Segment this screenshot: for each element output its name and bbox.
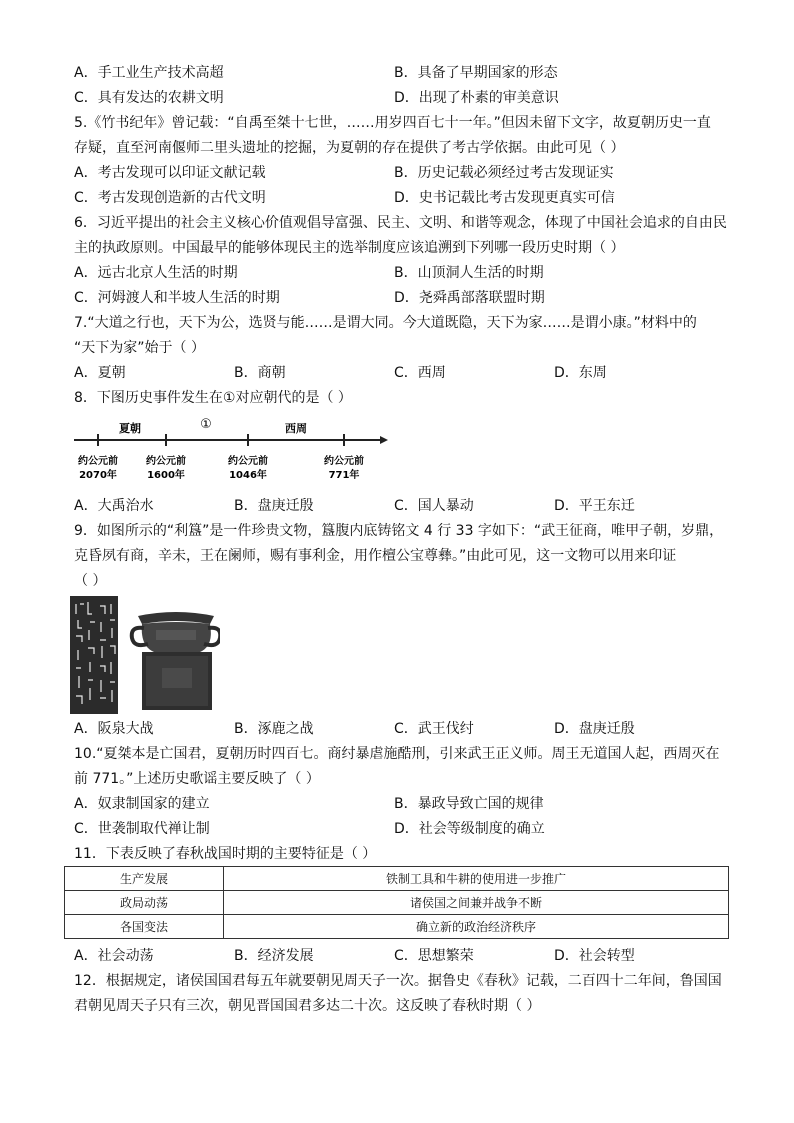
q9-option-a[interactable]: A．阪泉大战 — [74, 721, 154, 737]
timeline-date-3-prefix: 约公元前 — [228, 456, 268, 467]
q4-option-d[interactable]: D．出现了朴素的审美意识 — [394, 90, 559, 106]
table-row — [65, 891, 729, 915]
q5-option-d[interactable]: D．史书记载比考古发现更真实可信 — [394, 190, 615, 206]
q5-option-c[interactable]: C．考古发现创造新的古代文明 — [74, 190, 266, 206]
timeline-date-4-year: 771年 — [328, 470, 360, 481]
timeline-figure — [70, 412, 390, 486]
q12-stem-line1: 12．根据规定，诸侯国国君每五年就要朝见周天子一次。据鲁史《春秋》记载，二百四十二年间，鲁国国 — [74, 973, 722, 989]
q12-stem-line2: 君朝见周天子只有三次，朝见晋国国君多达二十次。这反映了春秋时期（ ） — [74, 998, 541, 1014]
q8-option-b[interactable]: B．盘庚迁殷 — [234, 498, 314, 514]
q10-option-c[interactable]: C．世袭制取代禅让制 — [74, 821, 210, 837]
table-row — [65, 915, 729, 939]
q7-option-b[interactable]: B．商朝 — [234, 365, 286, 381]
q9-stem-line2: 克昏夙有商，辛未，王在阑师，赐有事利金，用作檀公宝尊彝。”由此可见，这一文物可以用来印证 — [74, 548, 677, 564]
q10-stem-line1: 10.“夏桀本是亡国君，夏朝历时四百七。商纣暴虐施酷刑，引来武王正义师。周王无道国人起，西周灭在 — [74, 746, 720, 762]
q6-option-d[interactable]: D．尧舜禹部落联盟时期 — [394, 290, 545, 306]
timeline-label-xizhou: 西周 — [285, 422, 307, 435]
q5-option-b[interactable]: B．历史记载必须经过考古发现证实 — [394, 165, 614, 181]
q10-option-d[interactable]: D．社会等级制度的确立 — [394, 821, 545, 837]
q4-option-c[interactable]: C．具有发达的农耕文明 — [74, 90, 224, 106]
q9-option-d[interactable]: D．盘庚迁殷 — [554, 721, 635, 737]
q5-stem-line2: 存疑，直至河南偃师二里头遗址的挖掘，为夏朝的存在提供了考古学依据。由此可见（ ） — [74, 140, 625, 156]
table-cell-value: 诸侯国之间兼并战争不断 — [224, 891, 729, 915]
q8-option-c[interactable]: C．国人暴动 — [394, 498, 474, 514]
q11-stem: 11．下表反映了春秋战国时期的主要特征是（ ） — [74, 846, 377, 862]
timeline-date-1-year: 2070年 — [79, 470, 117, 481]
timeline-date-2-year: 1600年 — [147, 470, 185, 481]
q5-option-a[interactable]: A．考古发现可以印证文献记载 — [74, 165, 266, 181]
q10-option-a[interactable]: A．奴隶制国家的建立 — [74, 796, 210, 812]
q8-stem: 8．下图历史事件发生在①对应朝代的是（ ） — [74, 390, 352, 406]
table-cell-key: 政局动荡 — [65, 891, 224, 915]
q6-option-b[interactable]: B．山顶洞人生活的时期 — [394, 265, 544, 281]
table-cell-value: 确立新的政治经济秩序 — [224, 915, 729, 939]
q7-stem-line1: 7.“大道之行也，天下为公，选贤与能……是谓大同。今大道既隐，天下为家……是谓小康。”材料中的 — [74, 315, 697, 331]
q9-option-c[interactable]: C．武王伐纣 — [394, 721, 474, 737]
q4-option-a[interactable]: A．手工业生产技术高超 — [74, 65, 224, 81]
q6-stem-line1: 6．习近平提出的社会主义核心价值观倡导富强、民主、文明、和谐等观念，体现了中国社会追求的自由民 — [74, 215, 727, 231]
q10-option-b[interactable]: B．暴政导致亡国的规律 — [394, 796, 544, 812]
li-gui-artifact-image — [70, 596, 220, 714]
timeline-label-circle-1: ① — [200, 417, 212, 432]
q7-option-a[interactable]: A．夏朝 — [74, 365, 126, 381]
timeline-date-2-prefix: 约公元前 — [146, 456, 186, 467]
timeline-date-1-prefix: 约公元前 — [78, 456, 118, 467]
table-cell-value: 铁制工具和牛耕的使用进一步推广 — [224, 867, 729, 891]
q11-feature-table — [64, 866, 729, 939]
timeline-date-3-year: 1046年 — [229, 470, 267, 481]
table-row — [65, 867, 729, 891]
q11-option-d[interactable]: D．社会转型 — [554, 948, 635, 964]
q7-option-d[interactable]: D．东周 — [554, 365, 607, 381]
timeline-label-xia: 夏朝 — [119, 422, 141, 435]
q6-option-c[interactable]: C．河姆渡人和半坡人生活的时期 — [74, 290, 280, 306]
table-cell-key: 生产发展 — [65, 867, 224, 891]
q7-option-c[interactable]: C．西周 — [394, 365, 446, 381]
q11-option-a[interactable]: A．社会动荡 — [74, 948, 154, 964]
q7-stem-line2: “天下为家”始于（ ） — [74, 340, 205, 356]
timeline-date-4-prefix: 约公元前 — [324, 456, 364, 467]
q8-option-d[interactable]: D．平王东迁 — [554, 498, 635, 514]
q8-option-a[interactable]: A．大禹治水 — [74, 498, 154, 514]
q9-option-b[interactable]: B．涿鹿之战 — [234, 721, 314, 737]
q6-stem-line2: 主的执政原则。中国最早的能够体现民主的选举制度应该追溯到下列哪一段历史时期（ ） — [74, 240, 625, 256]
q6-option-a[interactable]: A．远古北京人生活的时期 — [74, 265, 238, 281]
bronze-gui-vessel — [132, 612, 220, 710]
q9-stem-line1: 9．如图所示的“利簋”是一件珍贵文物，簋腹内底铸铭文 4 行 33 字如下：“武王征商，唯甲子朝，岁鼎， — [74, 523, 724, 539]
q5-stem-line1: 5.《竹书纪年》曾记载：“自禹至桀十七世，……用岁四百七十一年。”但因未留下文字，故夏朝历史一直 — [74, 115, 711, 131]
q4-option-b[interactable]: B．具备了早期国家的形态 — [394, 65, 558, 81]
q10-stem-line2: 前 771。”上述历史歌谣主要反映了（ ） — [74, 771, 320, 787]
table-cell-key: 各国变法 — [65, 915, 224, 939]
timeline-arrow — [380, 436, 388, 444]
q11-option-b[interactable]: B．经济发展 — [234, 948, 314, 964]
q9-stem-line3: （ ） — [74, 573, 107, 589]
q11-option-c[interactable]: C．思想繁荣 — [394, 948, 474, 964]
